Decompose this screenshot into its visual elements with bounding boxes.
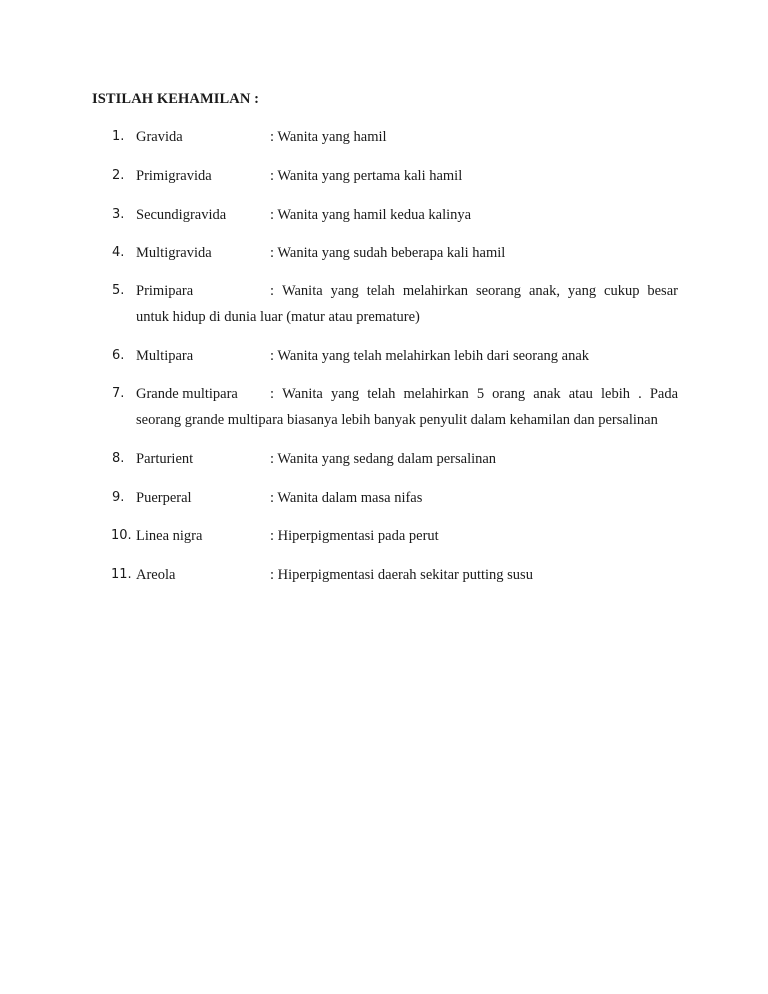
item-term: Grande multipara xyxy=(136,386,238,402)
item-number: 5. xyxy=(112,283,125,298)
item-definition: : Wanita yang sedang dalam persalinan xyxy=(270,451,497,467)
item-definition xyxy=(270,381,678,407)
item-definition: : Wanita yang hamil xyxy=(270,129,387,145)
item-term: Secundigravida xyxy=(136,207,227,223)
item-definition: : Wanita yang telah melahirkan lebih dari seorang anak xyxy=(270,348,590,364)
definition-word: anak xyxy=(533,386,561,402)
item-definition: : Hiperpigmentasi daerah sekitar putting susu xyxy=(270,567,533,583)
item-term: Primipara xyxy=(136,283,194,299)
item-number: 7. xyxy=(112,386,125,401)
item-definition-continued: untuk hidup di dunia luar (matur atau premature) xyxy=(136,309,420,325)
item-number: 9. xyxy=(112,490,125,505)
item-number: 1. xyxy=(112,129,125,144)
definition-word: Wanita xyxy=(282,386,323,402)
definition-word: yang xyxy=(330,386,360,402)
definition-word: atau xyxy=(568,386,593,402)
item-term: Linea nigra xyxy=(136,528,203,544)
item-number: 8. xyxy=(112,451,125,466)
definition-word: . xyxy=(638,386,642,402)
definition-word: : xyxy=(270,283,275,299)
item-definition xyxy=(270,278,678,304)
item-term: Gravida xyxy=(136,129,183,145)
item-number: 6. xyxy=(112,348,125,363)
definition-word: besar xyxy=(647,283,678,299)
definition-word: Wanita xyxy=(281,283,323,299)
item-definition: : Wanita yang sudah beberapa kali hamil xyxy=(270,245,506,261)
definition-word: telah xyxy=(367,386,396,402)
definition-word: : xyxy=(270,386,275,402)
item-term: Parturient xyxy=(136,451,194,467)
item-number: 2. xyxy=(112,168,125,183)
item-term: Puerperal xyxy=(136,490,192,506)
definition-word: orang xyxy=(492,386,526,402)
definition-word: cukup xyxy=(604,283,640,299)
definition-word: telah xyxy=(366,283,395,299)
definition-word: anak, xyxy=(528,283,560,299)
definition-word: 5 xyxy=(476,386,485,402)
item-term: Multigravida xyxy=(136,245,212,261)
item-number: 4. xyxy=(112,245,125,260)
definition-word: Pada xyxy=(649,386,678,402)
item-number: 11. xyxy=(111,567,132,582)
item-term: Areola xyxy=(136,567,176,583)
definition-word: yang xyxy=(330,283,359,299)
item-definition: : Hiperpigmentasi pada perut xyxy=(270,528,439,544)
item-definition-continued: seorang grande multipara biasanya lebih banyak penyulit dalam kehamilan dan persalinan xyxy=(136,412,658,428)
definition-word: melahirkan xyxy=(402,283,469,299)
definition-word: seorang xyxy=(475,283,522,299)
definition-word: lebih xyxy=(601,386,630,402)
item-term: Multipara xyxy=(136,348,194,364)
item-definition: : Wanita yang hamil kedua kalinya xyxy=(270,207,472,223)
item-number: 10. xyxy=(111,528,132,543)
definition-word: melahirkan xyxy=(403,386,469,402)
item-term: Primigravida xyxy=(136,168,212,184)
definition-word: yang xyxy=(567,283,597,299)
item-definition: : Wanita yang pertama kali hamil xyxy=(270,168,463,184)
item-number: 3. xyxy=(112,207,125,222)
page-title: ISTILAH KEHAMILAN : xyxy=(92,91,260,107)
item-definition: : Wanita dalam masa nifas xyxy=(270,490,423,506)
